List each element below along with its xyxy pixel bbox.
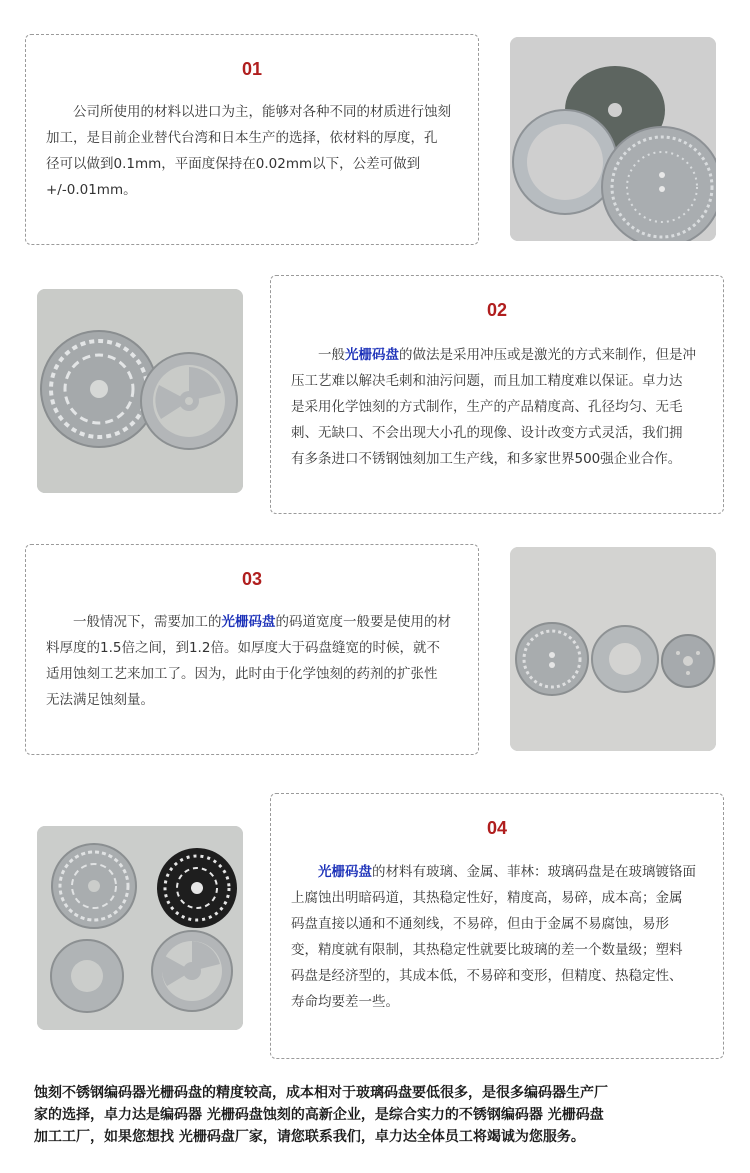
section-text <box>291 342 711 472</box>
section-02-card <box>270 275 724 514</box>
text-line: 上腐蚀出明暗码道，其热稳定性好，精度高，易碎，成本高；金属 <box>291 890 683 906</box>
text-span: 一般 <box>318 347 345 363</box>
text-span: 一般情况下，需要加工的 <box>73 614 222 630</box>
text-line: 是采用化学蚀刻的方式制作，生产的产品精度高、孔径均匀、无毛 <box>291 399 683 415</box>
text-line: +/-0.01mm。 <box>46 182 137 198</box>
text-line: 料厚度的1.5倍之间，到1.2倍。如厚度大于码盘缝宽的时候，就不 <box>46 640 440 656</box>
section-text <box>291 859 711 1015</box>
footer-summary <box>34 1082 724 1148</box>
footer-line: 蚀刻不锈钢编码器光栅码盘的精度较高，成本相对于玻璃码盘要低很多，是很多编码器生产厂 <box>34 1085 608 1101</box>
encoder-discs-image <box>510 37 716 241</box>
text-line: 寿命均要差一些。 <box>291 994 399 1010</box>
text-line: 压工艺难以解决毛刺和油污问题，而且加工精度难以保证。卓力达 <box>291 373 683 389</box>
text-span: 的材料有玻璃、金属、菲林：玻璃码盘是在玻璃镀铬面 <box>372 864 696 880</box>
text-line: 加工，是目前企业替代台湾和日本生产的选择，依材料的厚度，孔 <box>46 130 438 146</box>
section-number: 03 <box>241 569 263 589</box>
text-line: 公司所使用的材料以进口为主，能够对各种不同的材质进行蚀刻 <box>73 104 451 120</box>
text-line: 径可以做到0.1mm，平面度保持在0.02mm以下，公差可做到 <box>46 156 421 172</box>
product-photo-2 <box>37 289 243 493</box>
text-line: 无法满足蚀刻量。 <box>46 692 154 708</box>
section-number: 01 <box>241 59 263 79</box>
product-photo-3 <box>510 547 716 751</box>
highlight-keyword: 光栅码盘 <box>345 347 399 363</box>
footer-line: 家的选择，卓力达是编码器 光栅码盘蚀刻的高新企业，是综合实力的不锈钢编码器 光栅码盘 <box>34 1107 604 1123</box>
highlight-keyword: 光栅码盘 <box>318 864 372 880</box>
text-line: 有多条进口不锈钢蚀刻加工生产线，和多家世界500强企业合作。 <box>291 451 682 467</box>
text-span: 的码道宽度一般要是使用的材 <box>275 614 451 630</box>
text-line-first <box>291 859 711 885</box>
text-span: 的做法是采用冲压或是激光的方式来制作，但是冲 <box>399 347 696 363</box>
encoder-discs-image <box>510 547 716 751</box>
section-04-card <box>270 793 724 1059</box>
footer-line: 加工工厂，如果您想找 光栅码盘厂家，请您联系我们，卓力达全体员工将竭诚为您服务。 <box>34 1129 585 1145</box>
product-photo-1 <box>510 37 716 241</box>
text-line: 适用蚀刻工艺来加工了。因为，此时由于化学蚀刻的药剂的扩张性 <box>46 666 438 682</box>
text-line: 变，精度就有限制，其热稳定性就要比玻璃的差一个数量级；塑料 <box>291 942 683 958</box>
text-line: 码盘是经济型的，其成本低，不易碎和变形，但精度、热稳定性、 <box>291 968 683 984</box>
highlight-keyword: 光栅码盘 <box>221 614 276 630</box>
encoder-discs-image <box>37 289 243 493</box>
section-03-card <box>25 544 479 755</box>
section-text <box>46 609 466 713</box>
section-text <box>46 99 466 203</box>
section-number: 04 <box>486 818 508 838</box>
text-line: 刺、无缺口、不会出现大小孔的现像、设计改变方式灵活，我们拥 <box>291 425 683 441</box>
text-line-first <box>46 609 466 635</box>
text-line: 码盘直接以通和不通刻线，不易碎，但由于金属不易腐蚀，易形 <box>291 916 669 932</box>
encoder-discs-image <box>37 826 243 1030</box>
product-photo-4 <box>37 826 243 1030</box>
section-number: 02 <box>486 300 508 320</box>
text-line-first <box>291 342 711 368</box>
section-01-card <box>25 34 479 245</box>
